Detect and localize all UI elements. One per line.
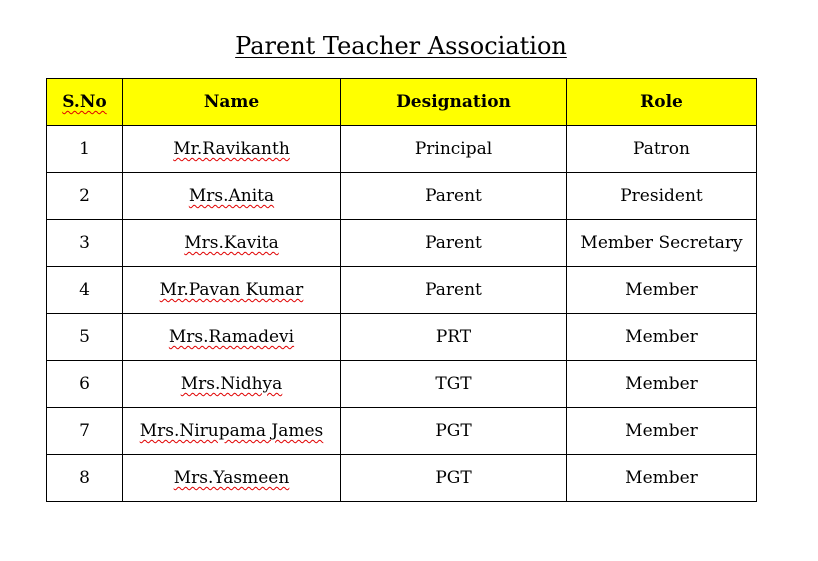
title-text: Parent Teacher Association <box>235 32 567 60</box>
cell-role: Member <box>567 361 757 408</box>
cell-sno: 8 <box>47 455 123 502</box>
header-name: Name <box>123 79 341 126</box>
table-header-row <box>47 79 757 126</box>
cell-name <box>123 173 341 220</box>
table-row <box>47 126 757 173</box>
cell-name <box>123 267 341 314</box>
cell-name <box>123 126 341 173</box>
document-title <box>0 30 802 62</box>
cell-name-text: Mrs.Yasmeen <box>173 468 290 488</box>
cell-name-text: Mr.Ravikanth <box>173 139 290 159</box>
header-role: Role <box>567 79 757 126</box>
cell-name-text: Mrs.Ramadevi <box>168 327 295 347</box>
cell-name <box>123 408 341 455</box>
cell-sno: 7 <box>47 408 123 455</box>
cell-sno: 3 <box>47 220 123 267</box>
cell-role: Member Secretary <box>567 220 757 267</box>
cell-designation: PGT <box>341 408 567 455</box>
cell-sno: 6 <box>47 361 123 408</box>
cell-designation: PGT <box>341 455 567 502</box>
cell-role: Patron <box>567 126 757 173</box>
table-row <box>47 455 757 502</box>
cell-designation: Parent <box>341 220 567 267</box>
table-row <box>47 220 757 267</box>
table-row <box>47 314 757 361</box>
table-row <box>47 361 757 408</box>
cell-role: Member <box>567 267 757 314</box>
cell-name <box>123 455 341 502</box>
cell-name-text: Mrs.Anita <box>188 186 275 206</box>
cell-designation: Parent <box>341 173 567 220</box>
cell-role: Member <box>567 408 757 455</box>
cell-sno: 1 <box>47 126 123 173</box>
header-sno-label: S.No <box>62 92 107 112</box>
cell-name-text: Mr.Pavan Kumar <box>159 280 304 300</box>
cell-name <box>123 361 341 408</box>
cell-role: President <box>567 173 757 220</box>
cell-role: Member <box>567 314 757 361</box>
pta-members-table <box>46 78 757 502</box>
cell-sno: 5 <box>47 314 123 361</box>
cell-designation: TGT <box>341 361 567 408</box>
table-row <box>47 173 757 220</box>
cell-designation: Parent <box>341 267 567 314</box>
cell-name <box>123 220 341 267</box>
header-sno <box>47 79 123 126</box>
cell-name-text: Mrs.Nidhya <box>180 374 283 394</box>
cell-sno: 4 <box>47 267 123 314</box>
cell-name <box>123 314 341 361</box>
cell-designation: PRT <box>341 314 567 361</box>
table-row <box>47 408 757 455</box>
header-designation: Designation <box>341 79 567 126</box>
cell-name-text: Mrs.Kavita <box>184 233 279 253</box>
cell-name-text: Mrs.Nirupama James <box>139 421 324 441</box>
cell-role: Member <box>567 455 757 502</box>
cell-sno: 2 <box>47 173 123 220</box>
table-row <box>47 267 757 314</box>
cell-designation: Principal <box>341 126 567 173</box>
